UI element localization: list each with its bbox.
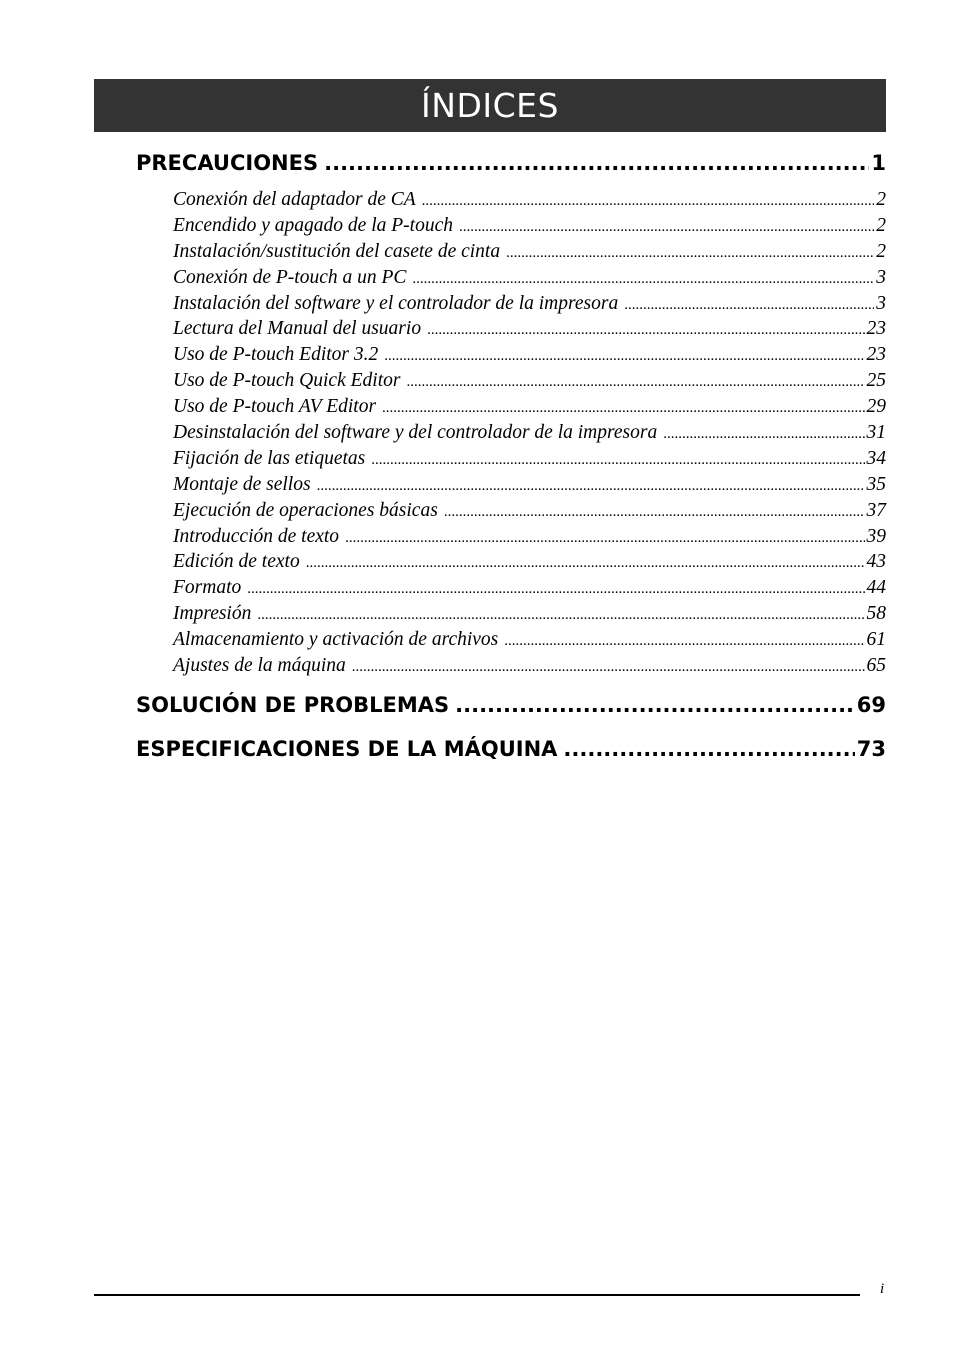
toc-item-title: Introducción de texto [173,525,340,547]
toc-item-page: 65 [866,655,886,677]
toc-item-title: Uso de P-touch Editor 3.2 [173,344,379,366]
toc-item-page: 2 [876,240,886,262]
toc-item-title: Conexión del adaptador de CA [173,189,416,210]
toc-item[interactable] [173,344,886,370]
toc-leader [422,193,875,210]
toc-item-title: Impresión [173,603,252,625]
toc-item-title: Conexión de P-touch a un PC [173,266,407,288]
toc-item[interactable] [173,189,886,215]
toc-item-page: 3 [876,292,886,314]
toc-item-title: Uso de P-touch Quick Editor [173,370,401,392]
toc-item-title: Ajustes de la máquina [173,655,346,677]
toc-item[interactable] [173,215,886,241]
toc-item-page: 61 [866,629,886,651]
toc-item[interactable] [173,526,886,552]
toc-item-title: Instalación del software y el controlador de la impresora [173,292,619,314]
toc-leader [317,478,865,495]
toc-item-title: Uso de P-touch AV Editor [173,396,377,418]
toc-item[interactable] [173,370,886,396]
toc-leader [382,400,864,417]
toc-item-page: 25 [866,370,886,392]
toc-leader [427,322,864,339]
toc-leader [459,219,874,236]
toc-item[interactable] [173,448,886,474]
toc-item-title: Fijación de las etiquetas [173,447,366,469]
toc-section-title: SOLUCIÓN DE PROBLEMAS [136,692,450,717]
toc-item-title: Almacenamiento y activación de archivos [173,629,499,651]
toc-item-page: 39 [866,525,886,547]
toc-item-page: 44 [866,577,886,599]
toc-leader [444,504,865,521]
toc-section-especificaciones[interactable] [136,737,886,767]
toc-section-page: 73 [856,736,886,761]
toc-section-precauciones[interactable] [136,151,886,181]
toc-leader [412,271,874,288]
toc-item-title: Montaje de sellos [173,473,311,495]
toc-item-title: Edición de texto [173,551,300,573]
toc-item-page: 2 [876,189,886,210]
toc-item-title: Desinstalación del software y del controlador de la impresora [173,422,658,444]
toc-leader [306,555,865,572]
footer-rule [94,1294,860,1296]
toc-leader [506,245,874,262]
toc-leader [504,633,864,650]
toc-section-title: PRECAUCIONES [136,151,319,175]
toc-item[interactable] [173,500,886,526]
toc-item-page: 35 [866,473,886,495]
toc-item[interactable] [173,603,886,629]
toc-item-title: Lectura del Manual del usuario [173,318,422,340]
toc-leader [563,737,854,761]
toc-leader [663,426,864,443]
toc-subsection-list [173,189,886,681]
toc-section-page: 1 [871,151,886,175]
toc-item[interactable] [173,577,886,603]
toc-item-page: 3 [876,266,886,288]
header-bar [94,79,886,132]
toc-item[interactable] [173,422,886,448]
toc-leader [406,374,864,391]
toc-item[interactable] [173,551,886,577]
toc-item-page: 23 [866,344,886,366]
toc-item[interactable] [173,241,886,267]
toc-item[interactable] [173,267,886,293]
toc-section-title: ESPECIFICACIONES DE LA MÁQUINA [136,736,558,761]
toc-item-title: Encendido y apagado de la P-touch [173,214,453,236]
toc-item[interactable] [173,474,886,500]
toc-leader [257,607,864,624]
toc-item[interactable] [173,396,886,422]
toc-item-page: 37 [866,499,886,521]
toc-item-page: 34 [866,447,886,469]
toc-item-page: 58 [866,603,886,625]
table-of-contents [136,150,886,767]
toc-item[interactable] [173,293,886,319]
toc-section-solucion-de-problemas[interactable] [136,693,886,723]
toc-item-page: 2 [876,214,886,236]
toc-leader [247,581,864,598]
toc-item-page: 23 [866,318,886,340]
toc-item[interactable] [173,655,886,681]
toc-item[interactable] [173,318,886,344]
toc-item-title: Ejecución de operaciones básicas [173,499,438,521]
toc-section-page: 69 [856,692,886,717]
toc-item-title: Instalación/sustitución del casete de cinta [173,240,501,262]
toc-leader [371,452,864,469]
toc-leader [345,530,864,547]
toc-leader [455,693,855,717]
toc-item-title: Formato [173,577,242,599]
toc-leader [384,348,864,365]
toc-leader [624,297,874,314]
toc-item-page: 43 [866,551,886,573]
footer-page-number: i [880,1281,885,1297]
toc-item-page: 31 [866,422,886,444]
toc-item[interactable] [173,629,886,655]
toc-leader [324,151,869,175]
toc-item-page: 29 [866,396,886,418]
toc-leader [352,659,865,676]
page-title: ÍNDICES [421,86,559,125]
